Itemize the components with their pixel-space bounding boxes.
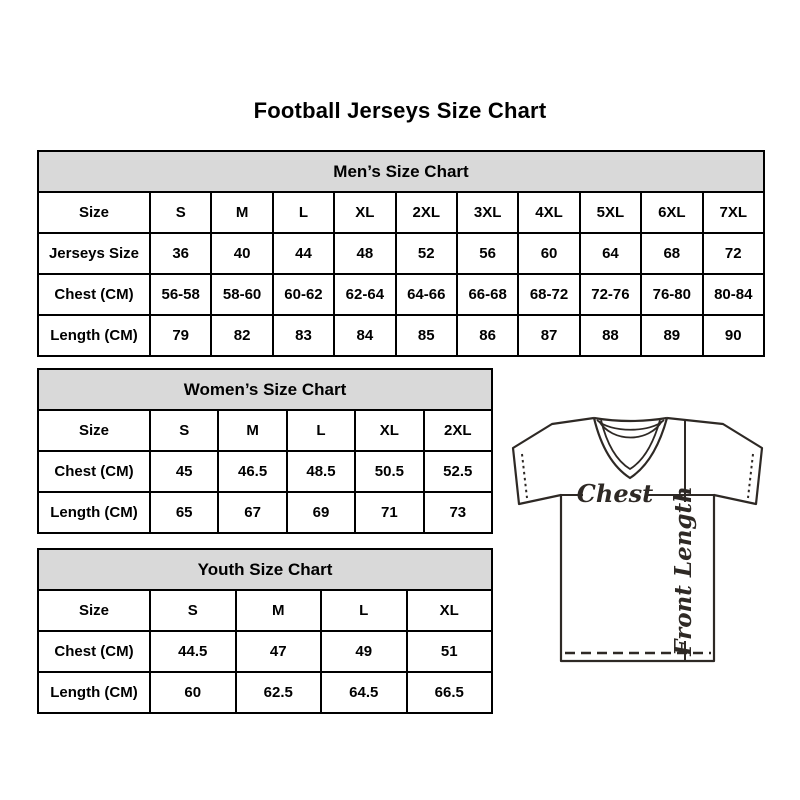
youth-table-title: Youth Size Chart xyxy=(38,549,492,590)
youth-cell-r0-c2: L xyxy=(321,590,407,631)
men-cell-r3-c9: 90 xyxy=(703,315,764,356)
youth-cell-r2-c3: 66.5 xyxy=(407,672,493,713)
men-cell-r3-c4: 85 xyxy=(396,315,457,356)
men-cell-r0-c8: 6XL xyxy=(641,192,702,233)
men-cell-r1-c9: 72 xyxy=(703,233,764,274)
youth-row-2-label: Length (CM) xyxy=(38,672,150,713)
women-row-1-label: Chest (CM) xyxy=(38,451,150,492)
men-cell-r2-c3: 62-64 xyxy=(334,274,395,315)
women-cell-r0-c0: S xyxy=(150,410,218,451)
men-cell-r2-c5: 66-68 xyxy=(457,274,518,315)
women-cell-r1-c0: 45 xyxy=(150,451,218,492)
men-cell-r3-c8: 89 xyxy=(641,315,702,356)
jersey-measurement-diagram-icon xyxy=(500,405,770,667)
men-cell-r2-c6: 68-72 xyxy=(518,274,579,315)
mens-size-table xyxy=(37,150,765,357)
men-row-1-label: Jerseys Size xyxy=(38,233,150,274)
womens-table-title: Women’s Size Chart xyxy=(38,369,492,410)
men-cell-r2-c0: 56-58 xyxy=(150,274,211,315)
men-cell-r3-c5: 86 xyxy=(457,315,518,356)
women-cell-r0-c1: M xyxy=(218,410,286,451)
youth-cell-r1-c3: 51 xyxy=(407,631,493,672)
men-cell-r1-c2: 44 xyxy=(273,233,334,274)
men-cell-r1-c6: 60 xyxy=(518,233,579,274)
youth-row-0-label: Size xyxy=(38,590,150,631)
women-cell-r2-c2: 69 xyxy=(287,492,355,533)
women-cell-r1-c1: 46.5 xyxy=(218,451,286,492)
men-cell-r2-c4: 64-66 xyxy=(396,274,457,315)
youth-cell-r0-c1: M xyxy=(236,590,322,631)
men-cell-r0-c3: XL xyxy=(334,192,395,233)
page-title: Football Jerseys Size Chart xyxy=(253,98,547,123)
men-cell-r2-c8: 76-80 xyxy=(641,274,702,315)
women-row-1 xyxy=(38,451,492,492)
women-cell-r0-c2: L xyxy=(287,410,355,451)
men-cell-r2-c2: 60-62 xyxy=(273,274,334,315)
men-cell-r1-c0: 36 xyxy=(150,233,211,274)
women-cell-r1-c4: 52.5 xyxy=(424,451,492,492)
youth-cell-r2-c0: 60 xyxy=(150,672,236,713)
men-cell-r1-c4: 52 xyxy=(396,233,457,274)
women-cell-r2-c4: 73 xyxy=(424,492,492,533)
men-cell-r2-c9: 80-84 xyxy=(703,274,764,315)
men-cell-r3-c2: 83 xyxy=(273,315,334,356)
men-cell-r2-c7: 72-76 xyxy=(580,274,641,315)
youth-cell-r0-c0: S xyxy=(150,590,236,631)
youth-cell-r1-c1: 47 xyxy=(236,631,322,672)
youth-size-table xyxy=(37,548,493,714)
men-cell-r1-c3: 48 xyxy=(334,233,395,274)
womens-table-header-row xyxy=(38,369,492,410)
men-cell-r0-c5: 3XL xyxy=(457,192,518,233)
men-row-1 xyxy=(38,233,764,274)
youth-cell-r0-c3: XL xyxy=(407,590,493,631)
men-cell-r0-c4: 2XL xyxy=(396,192,457,233)
youth-cell-r2-c2: 64.5 xyxy=(321,672,407,713)
youth-table-header-row xyxy=(38,549,492,590)
youth-row-0 xyxy=(38,590,492,631)
men-cell-r0-c6: 4XL xyxy=(518,192,579,233)
mens-table-header-row xyxy=(38,151,764,192)
women-cell-r2-c1: 67 xyxy=(218,492,286,533)
men-cell-r1-c5: 56 xyxy=(457,233,518,274)
youth-row-1-label: Chest (CM) xyxy=(38,631,150,672)
men-cell-r1-c7: 64 xyxy=(580,233,641,274)
youth-row-2 xyxy=(38,672,492,713)
front-length-label: Front Length xyxy=(670,486,697,656)
youth-cell-r1-c0: 44.5 xyxy=(150,631,236,672)
men-cell-r0-c0: S xyxy=(150,192,211,233)
women-cell-r1-c2: 48.5 xyxy=(287,451,355,492)
men-cell-r3-c1: 82 xyxy=(211,315,272,356)
men-cell-r1-c8: 68 xyxy=(641,233,702,274)
men-row-0 xyxy=(38,192,764,233)
men-cell-r0-c9: 7XL xyxy=(703,192,764,233)
men-cell-r0-c1: M xyxy=(211,192,272,233)
women-cell-r1-c3: 50.5 xyxy=(355,451,423,492)
men-cell-r0-c2: L xyxy=(273,192,334,233)
women-cell-r2-c3: 71 xyxy=(355,492,423,533)
youth-row-1 xyxy=(38,631,492,672)
mens-table-title: Men’s Size Chart xyxy=(38,151,764,192)
men-cell-r1-c1: 40 xyxy=(211,233,272,274)
men-row-2-label: Chest (CM) xyxy=(38,274,150,315)
men-cell-r3-c0: 79 xyxy=(150,315,211,356)
womens-size-table xyxy=(37,368,493,534)
men-cell-r3-c3: 84 xyxy=(334,315,395,356)
women-cell-r2-c0: 65 xyxy=(150,492,218,533)
youth-cell-r2-c1: 62.5 xyxy=(236,672,322,713)
women-cell-r0-c3: XL xyxy=(355,410,423,451)
women-row-2-label: Length (CM) xyxy=(38,492,150,533)
men-row-3 xyxy=(38,315,764,356)
jersey-outline xyxy=(513,418,762,661)
youth-cell-r1-c2: 49 xyxy=(321,631,407,672)
men-row-2 xyxy=(38,274,764,315)
women-row-0-label: Size xyxy=(38,410,150,451)
women-row-2 xyxy=(38,492,492,533)
chest-label: Chest xyxy=(576,479,654,508)
men-cell-r2-c1: 58-60 xyxy=(211,274,272,315)
men-cell-r3-c7: 88 xyxy=(580,315,641,356)
men-row-3-label: Length (CM) xyxy=(38,315,150,356)
women-row-0 xyxy=(38,410,492,451)
men-row-0-label: Size xyxy=(38,192,150,233)
women-cell-r0-c4: 2XL xyxy=(424,410,492,451)
men-cell-r0-c7: 5XL xyxy=(580,192,641,233)
men-cell-r3-c6: 87 xyxy=(518,315,579,356)
